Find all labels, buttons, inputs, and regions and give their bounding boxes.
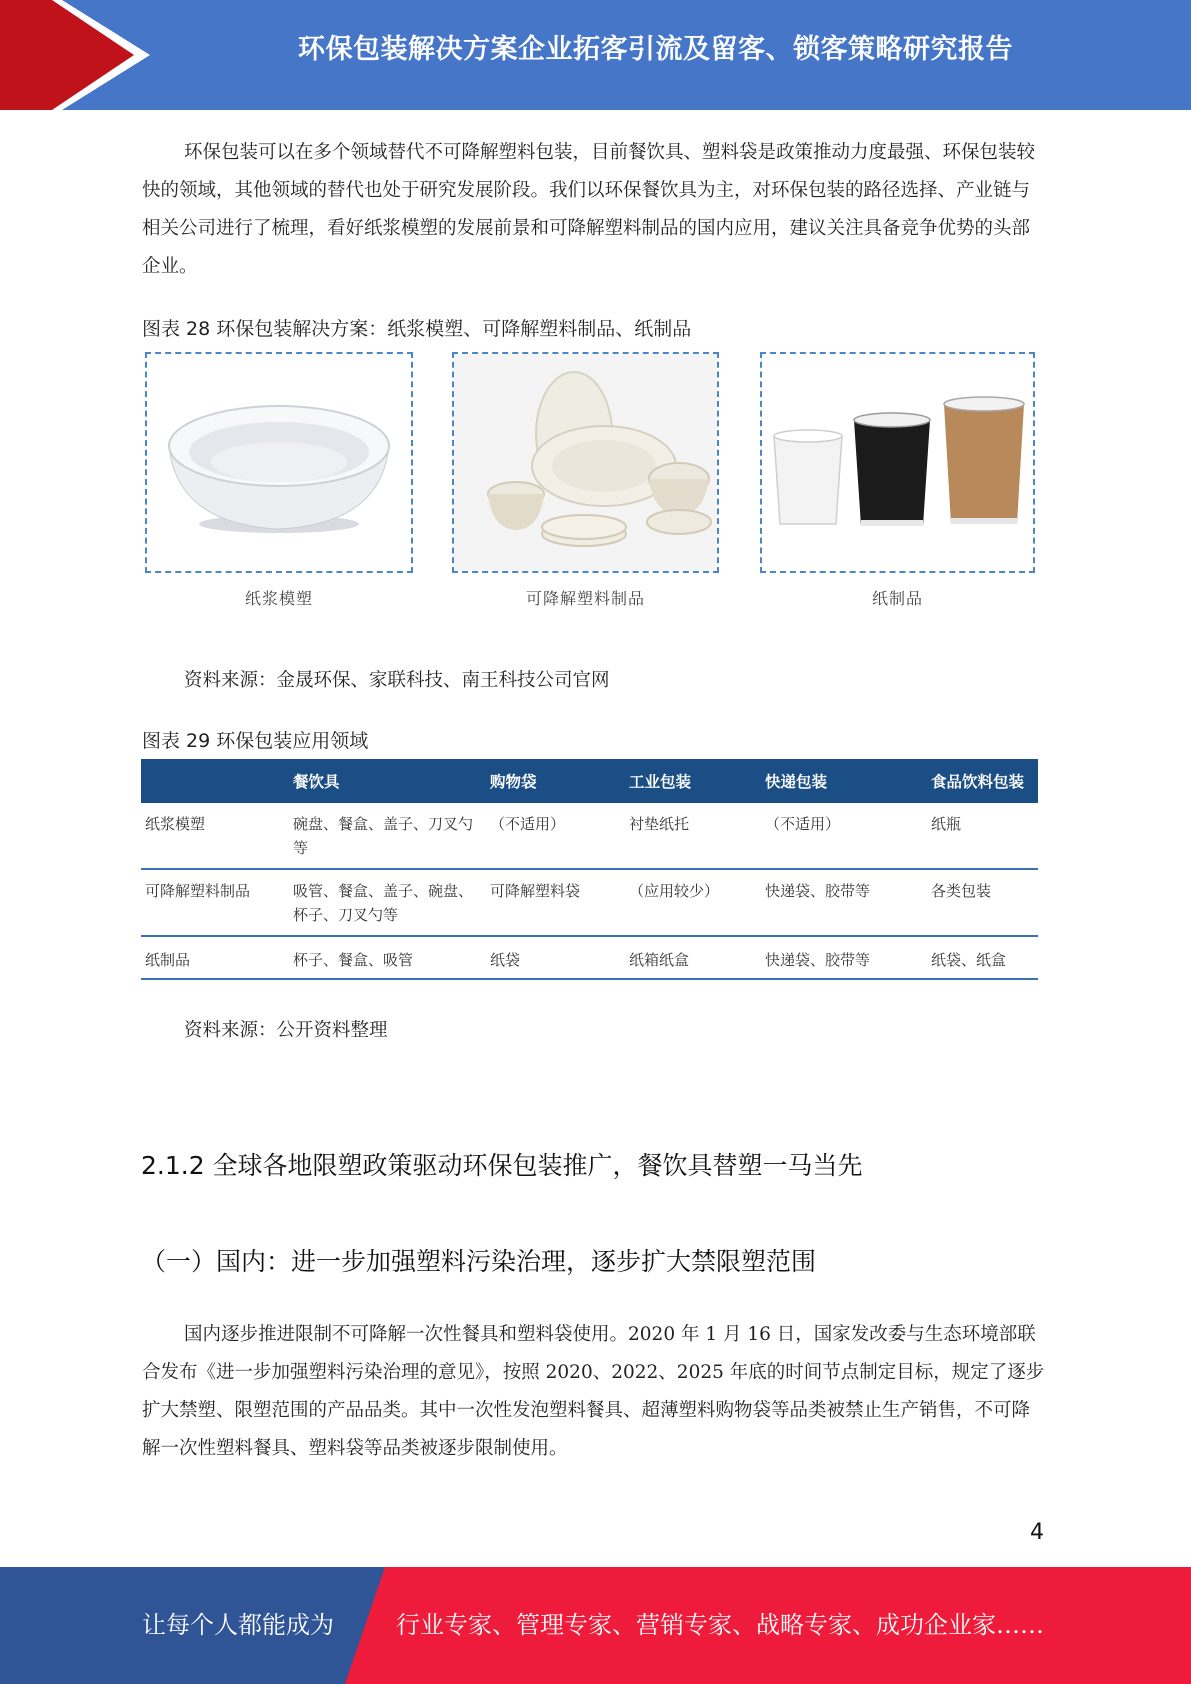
table-cell: （应用较少）: [625, 869, 761, 936]
table-header-cell: [141, 759, 289, 803]
table-cell: 纸袋: [486, 936, 625, 979]
figure-28-source: 资料来源：金晟环保、家联科技、南王科技公司官网: [184, 670, 610, 691]
figure-label-paper: 纸制品: [871, 589, 923, 608]
table-cell: 快递袋、胶带等: [761, 936, 927, 979]
footer-slogan-left: 让每个人都能成为: [142, 1611, 334, 1639]
table-cell: 纸袋、纸盒: [927, 936, 1038, 979]
paper-cups-image: [760, 352, 1035, 573]
report-title: 环保包装解决方案企业拓客引流及留客、锁客策略研究报告: [298, 34, 1013, 65]
page-number: 4: [1030, 1520, 1044, 1545]
table-header-cell: 购物袋: [486, 759, 625, 803]
table-cell: 纸制品: [141, 936, 289, 979]
section-heading-domestic: （一）国内：进一步加强塑料污染治理，逐步扩大禁限塑范围: [141, 1247, 817, 1276]
table-cell: 可降解塑料袋: [486, 869, 625, 936]
intro-paragraph: 环保包装可以在多个领域替代不可降解塑料包装，目前餐饮具、塑料袋是政策推动力度最强、环保包装较快的领域，其他领域的替代也处于研究发展阶段。我们以环保餐饮具为主，对环保包装的路径选择、产业链与相关公司进行了梳理，看好纸浆模塑的发展前景和可降解塑料制品的国内应用，建议关注具备竞争优势的头部企业。: [142, 142, 1036, 277]
table-row: [141, 803, 1038, 869]
page-header: [0, 0, 1191, 110]
table-header-cell: 工业包装: [625, 759, 761, 803]
table-cell: 杯子、餐盒、吸管: [289, 936, 486, 979]
page-footer: [0, 1567, 1191, 1684]
table-cell: （不适用）: [486, 803, 625, 869]
table-cell: 吸管、餐盒、盖子、碗盘、杯子、刀叉勺等: [289, 869, 486, 936]
figure-29-caption: 图表 29 环保包装应用领域: [142, 730, 369, 752]
pulp-bowl-image: [145, 352, 413, 573]
table-row: [141, 869, 1038, 936]
application-table: [141, 759, 1038, 980]
section-heading-2-1-2: 2.1.2 全球各地限塑政策驱动环保包装推广，餐饮具替塑一马当先: [141, 1151, 863, 1180]
table-header-cell: 食品饮料包装: [927, 759, 1038, 803]
domestic-paragraph: 国内逐步推进限制不可降解一次性餐具和塑料袋使用。2020 年 1 月 16 日，国家发改委与生态环境部联合发布《进一步加强塑料污染治理的意见》，按照 2020、2022、2025 年底的时间节点制定目标，规定了逐步扩大禁塑、限塑范围的产品品类。其中一次性发泡塑料餐具、超薄塑料购物袋等品类被禁止生产销售，不可降解一次性塑料餐具、塑料袋等品类被逐步限制使用。: [142, 1324, 1045, 1459]
table-header-row: [141, 759, 1038, 803]
header-chevron-logo: [0, 0, 160, 110]
tableware-image: [452, 352, 719, 573]
table-header-cell: 餐饮具: [289, 759, 486, 803]
footer-slogan-right: 行业专家、管理专家、营销专家、战略专家、成功企业家……: [396, 1611, 1044, 1639]
table-cell: 各类包装: [927, 869, 1038, 936]
table-cell: 纸箱纸盒: [625, 936, 761, 979]
table-cell: 快递袋、胶带等: [761, 869, 927, 936]
figure-label-pulp: 纸浆模塑: [244, 589, 313, 608]
table-header-cell: 快递包装: [761, 759, 927, 803]
table-cell: 纸瓶: [927, 803, 1038, 869]
table-cell: 碗盘、餐盒、盖子、刀叉勺等: [289, 803, 486, 869]
table-cell: （不适用）: [761, 803, 927, 869]
table-cell: 纸浆模塑: [141, 803, 289, 869]
table-cell: 衬垫纸托: [625, 803, 761, 869]
figure-label-degradable: 可降解塑料制品: [525, 589, 645, 608]
table-row: [141, 936, 1038, 979]
figure-29-source: 资料来源：公开资料整理: [184, 1020, 388, 1041]
table-cell: 可降解塑料制品: [141, 869, 289, 936]
figure-28-caption: 图表 28 环保包装解决方案：纸浆模塑、可降解塑料制品、纸制品: [142, 318, 692, 340]
